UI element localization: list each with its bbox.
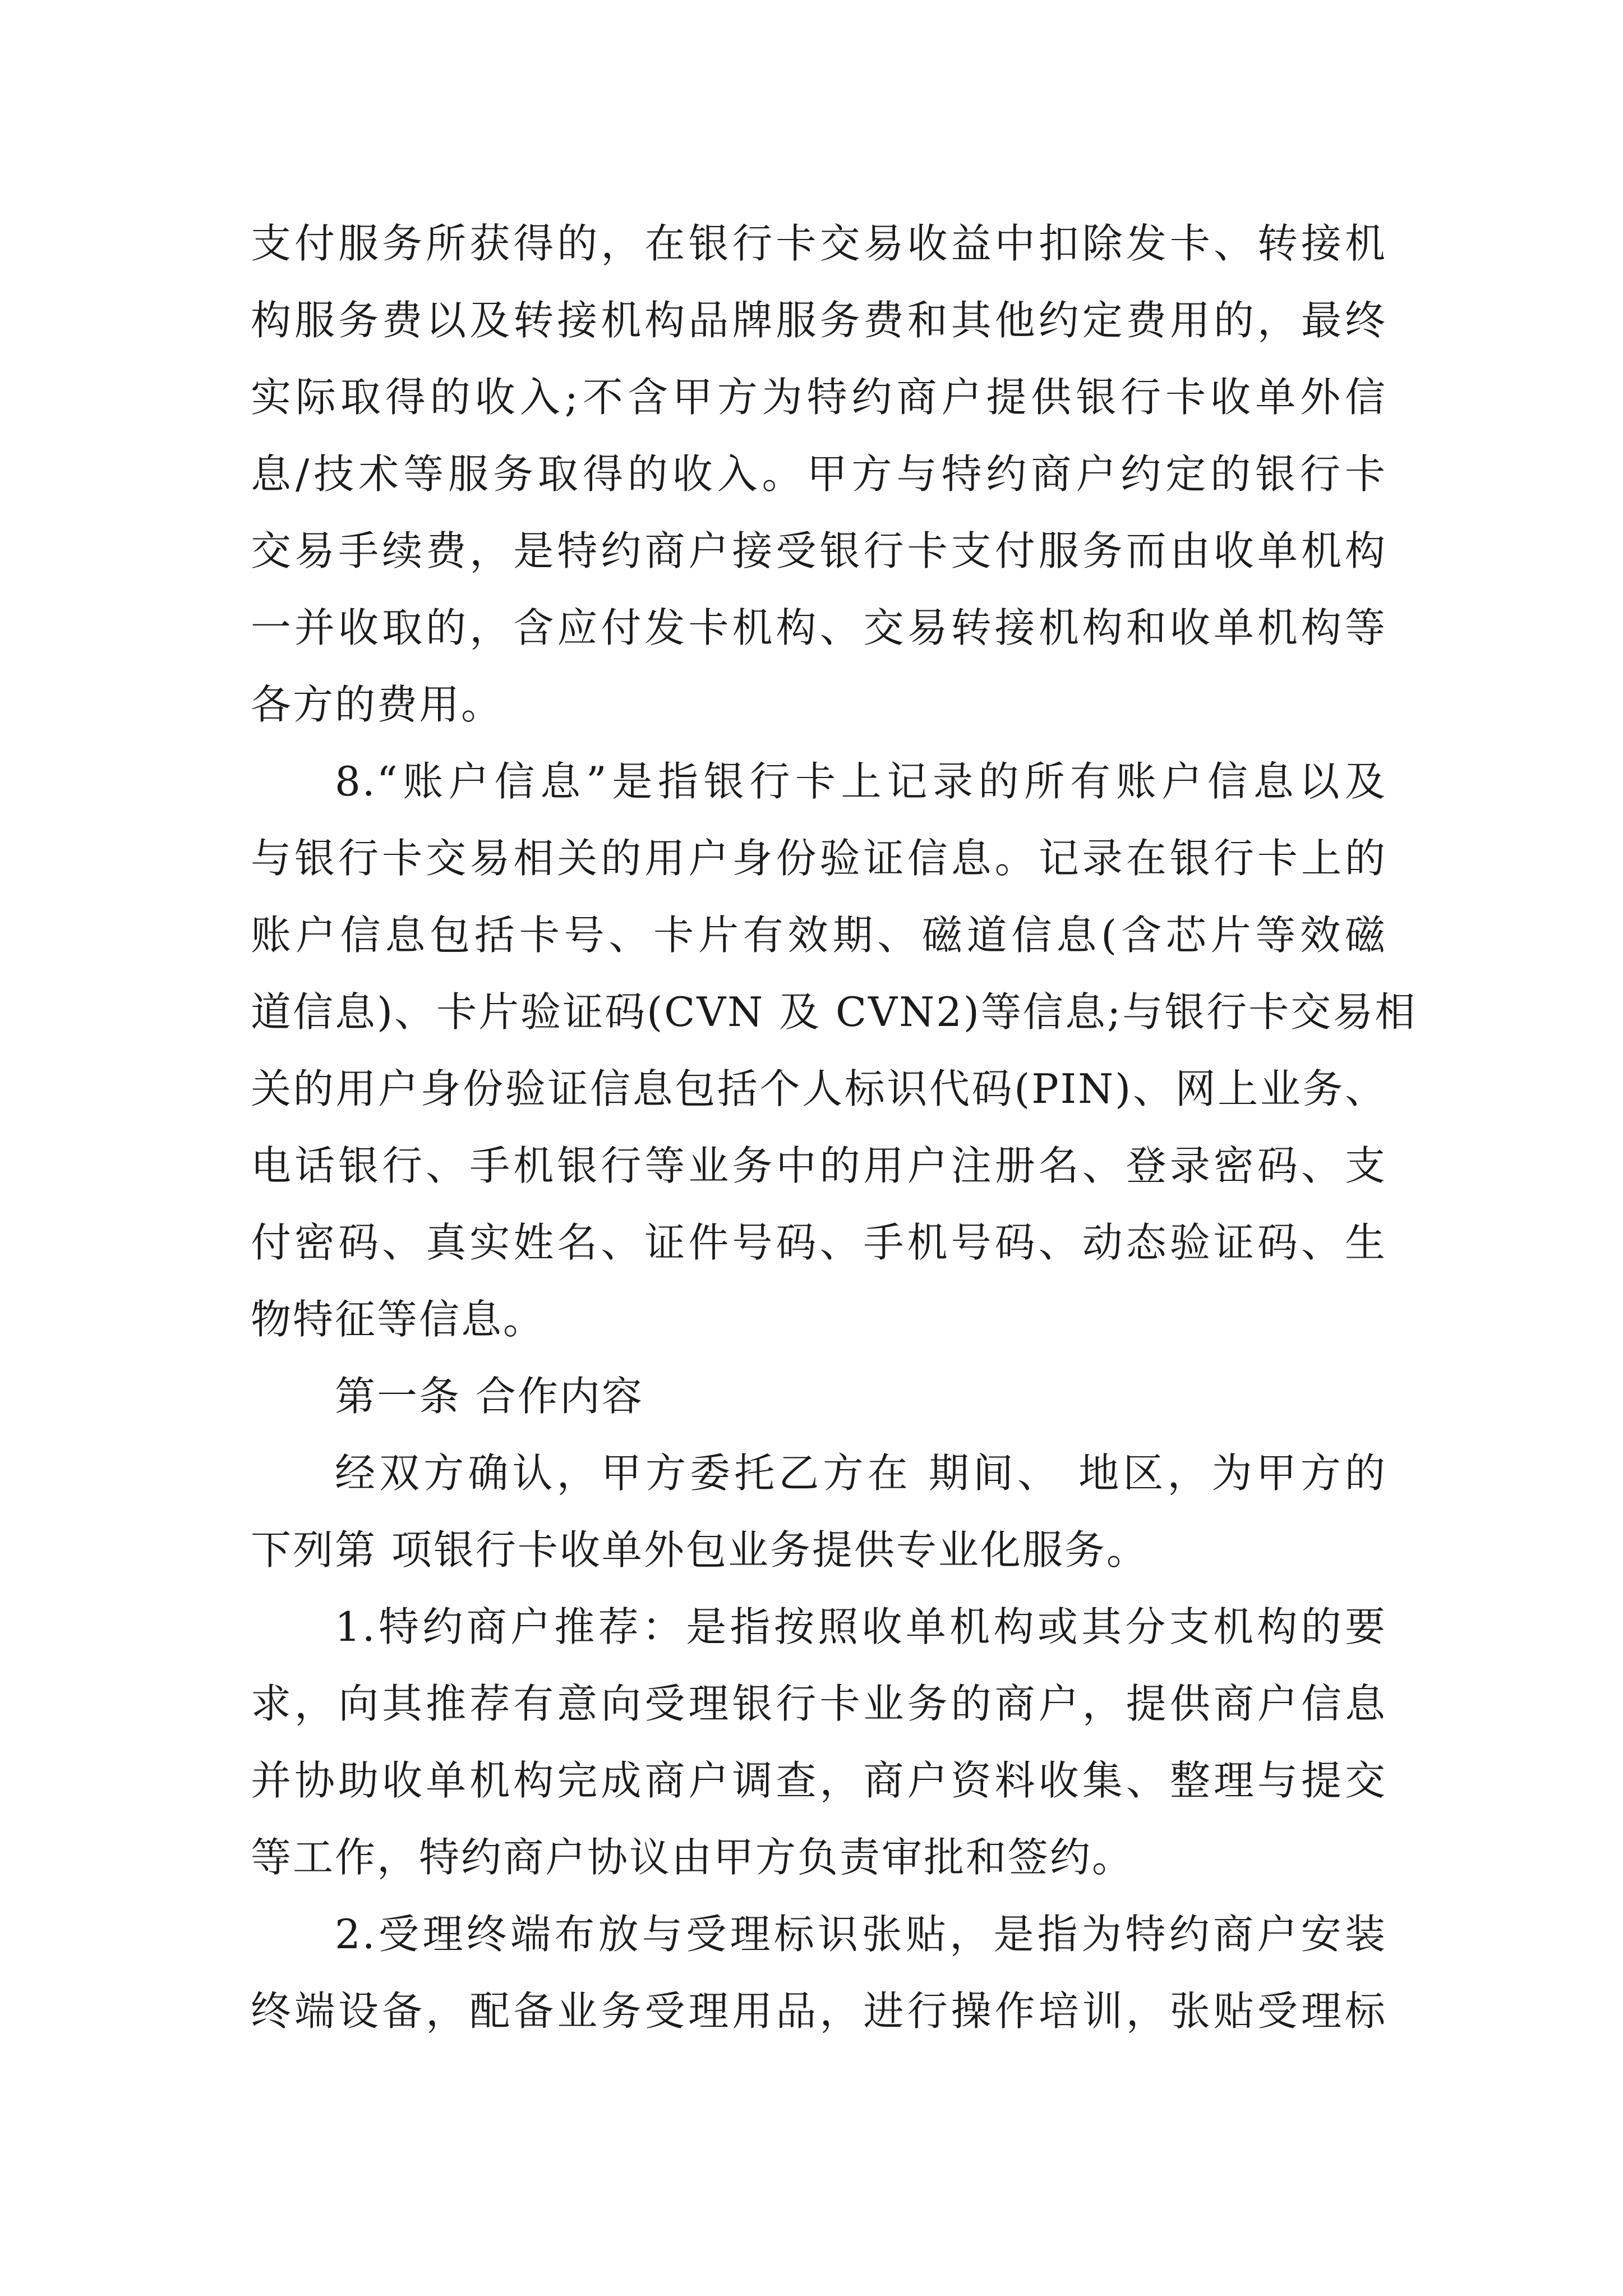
document-body <box>251 205 1417 2050</box>
text-line: 终端设备，配备业务受理用品，进行操作培训，张贴受理标 <box>251 1987 1387 2035</box>
text-line: 关的用户身份验证信息包括个人标识代码(PIN)、网上业务、 <box>251 1065 1387 1112</box>
text-line: 道信息)、卡片验证码(CVN 及 CVN2)等信息;与银行卡交易相 <box>251 988 1417 1036</box>
text-line: 并协助收单机构完成商户调查，商户资料收集、整理与提交 <box>251 1757 1387 1804</box>
paragraph <box>251 1896 1387 2050</box>
text-line: 8.“账户信息”是指银行卡上记录的所有账户信息以及 <box>335 758 1387 805</box>
text-line: 账户信息包括卡号、卡片有效期、磁道信息(含芯片等效磁 <box>251 912 1387 959</box>
paragraph <box>251 743 1417 1358</box>
paragraph <box>251 1589 1387 1896</box>
text-line: 经双方确认，甲方委托乙方在 期间、 地区，为甲方的 <box>335 1450 1387 1497</box>
paragraph <box>251 1435 1387 1589</box>
paragraph <box>251 205 1387 743</box>
text-line: 息/技术等服务取得的收入。甲方与特约商户约定的银行卡 <box>251 450 1387 498</box>
text-line: 第一条 合作内容 <box>335 1373 644 1420</box>
text-line: 下列第 项银行卡收单外包业务提供专业化服务。 <box>251 1526 1149 1573</box>
text-line: 构服务费以及转接机构品牌服务费和其他约定费用的，最终 <box>251 297 1387 344</box>
text-line: 与银行卡交易相关的用户身份验证信息。记录在银行卡上的 <box>251 835 1387 882</box>
text-line: 付密码、真实姓名、证件号码、手机号码、动态验证码、生 <box>251 1219 1387 1266</box>
text-line: 电话银行、手机银行等业务中的用户注册名、登录密码、支 <box>251 1142 1387 1189</box>
text-line: 求，向其推荐有意向受理银行卡业务的商户，提供商户信息 <box>251 1680 1387 1727</box>
text-line: 各方的费用。 <box>251 681 504 728</box>
text-line: 一并收取的，含应付发卡机构、交易转接机构和收单机构等 <box>251 604 1387 651</box>
text-line: 支付服务所获得的，在银行卡交易收益中扣除发卡、转接机 <box>251 220 1387 267</box>
text-line: 等工作，特约商户协议由甲方负责审批和签约。 <box>251 1834 1135 1881</box>
text-line: 物特征等信息。 <box>251 1296 546 1343</box>
text-line: 1.特约商户推荐：是指按照收单机构或其分支机构的要 <box>335 1603 1387 1650</box>
text-line: 2.受理终端布放与受理标识张贴，是指为特约商户安装 <box>335 1911 1387 1958</box>
text-line: 交易手续费，是特约商户接受银行卡支付服务而由收单机构 <box>251 527 1387 574</box>
text-line: 实际取得的收入;不含甲方为特约商户提供银行卡收单外信 <box>251 374 1387 421</box>
section-heading <box>251 1358 1387 1435</box>
